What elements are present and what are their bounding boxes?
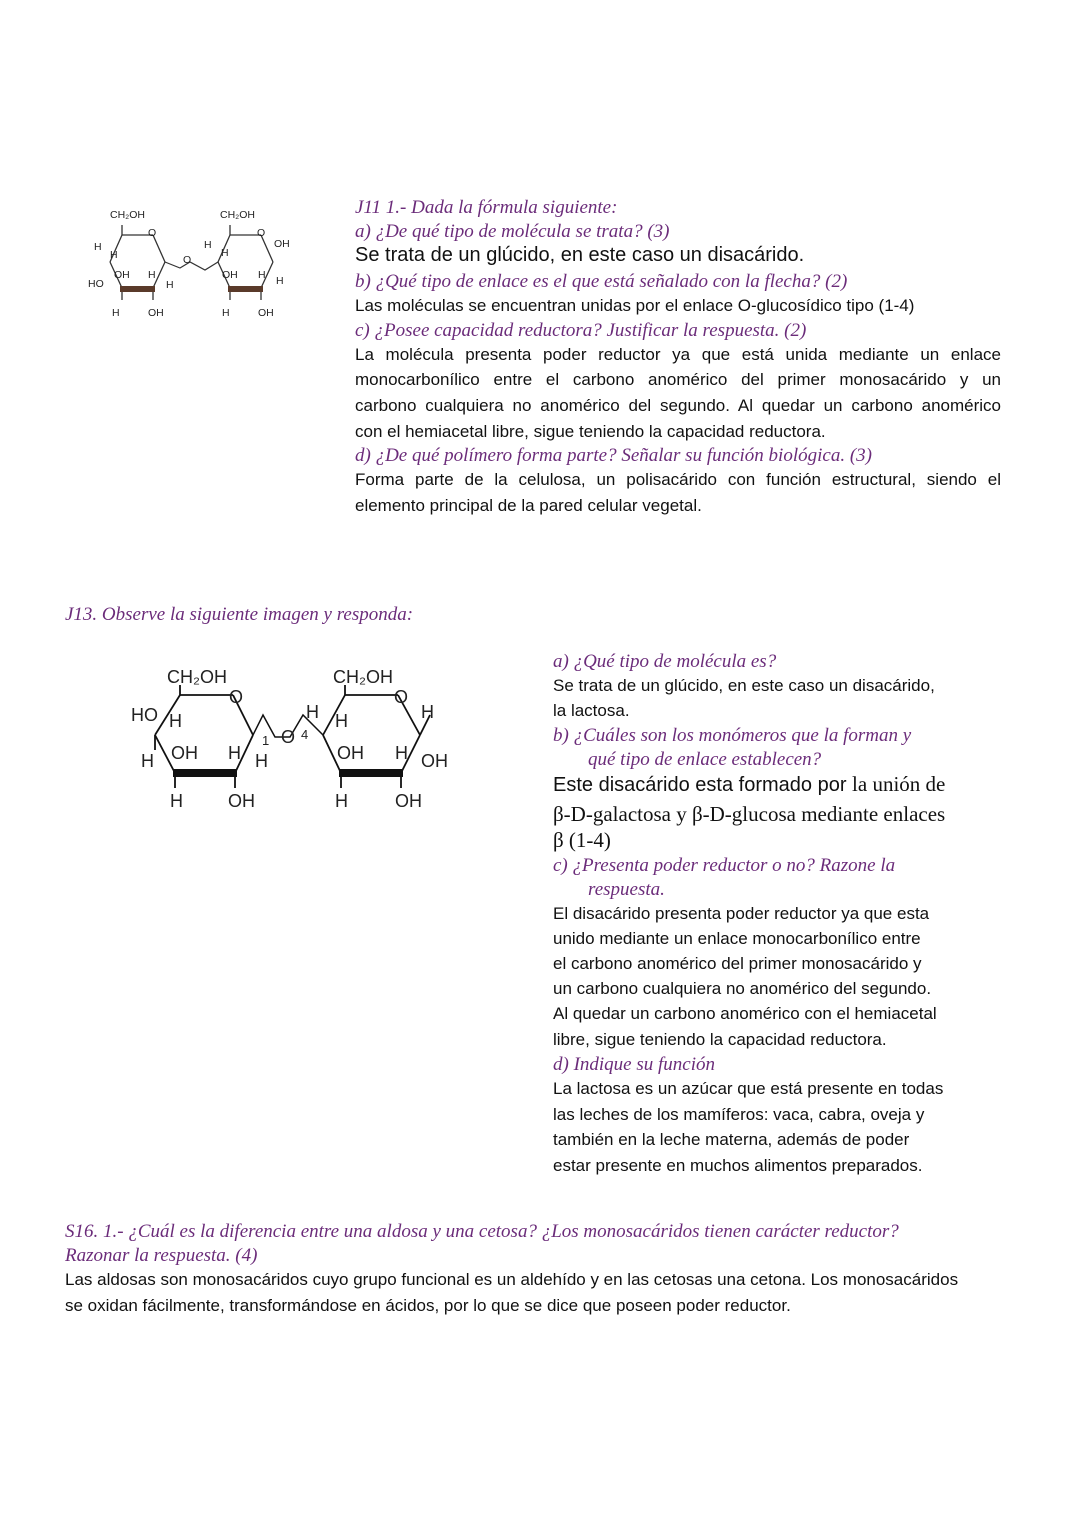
j13-link-o: O: [281, 727, 296, 747]
j11-h-1d: H: [166, 279, 174, 291]
j13-question-b-line2: qué tipo de enlace establecen?: [588, 749, 822, 770]
j13-ring-2-bold-edge: [339, 769, 403, 777]
j13-answer-b-line1-part2: la unión de: [852, 772, 946, 796]
j11-question-b: b) ¿Qué tipo de enlace es el que está señalado con la flecha? (2): [355, 271, 848, 292]
j13-title: J13. Observe la siguiente imagen y responda:: [65, 604, 414, 625]
j11-answer-d-line1: Forma parte de la celulosa, un polisacárido con función estructural, siendo el: [355, 470, 1001, 489]
j13-ring-o-1: O: [229, 687, 244, 707]
j11-question-c: c) ¿Posee capacidad reductora? Justificar la respuesta. (2): [355, 320, 807, 341]
j13-h-1c: H: [228, 743, 241, 763]
s16-answer-line1: Las aldosas son monosacáridos cuyo grupo funcional es un aldehído y en las cetosas una cetona. Los monosacáridos: [65, 1270, 959, 1289]
j11-answer-b: Las moléculas se encuentran unidas por el enlace O-glucosídico tipo (1-4): [355, 296, 915, 315]
j11-ch2oh-2: CH₂OH: [220, 209, 255, 221]
j13-ring-1-bold-edge: [173, 769, 237, 777]
j11-ch2oh-1: CH₂OH: [110, 209, 145, 221]
j11-ring-o-2: O: [257, 227, 266, 239]
j13-h-2e: H: [335, 791, 348, 811]
j13-answer-c-line2: unido mediante un enlace monocarbonílico entre: [553, 929, 921, 948]
j11-ring-2-bold-edge: [228, 286, 263, 292]
j13-oh-1b: OH: [228, 791, 255, 811]
j11-answer-a: Se trata de un glúcido, en este caso un disacárido.: [355, 244, 805, 266]
j11-h-2c: H: [258, 269, 266, 281]
j13-ho-1: HO: [131, 705, 158, 725]
j11-oh-1b: OH: [148, 307, 164, 319]
j11-glycosidic-link: [165, 262, 218, 270]
j11-h-2b: H: [221, 247, 229, 259]
j13-answer-a-line2: la lactosa.: [553, 701, 630, 720]
j11-answer-d-line2: elemento principal de la pared celular vegetal.: [355, 496, 702, 515]
j11-h-2a: H: [204, 239, 212, 251]
j11-h-1c: H: [148, 269, 156, 281]
j11-h-2e: H: [222, 307, 230, 319]
j13-question-d: d) Indique su función: [553, 1054, 716, 1075]
j13-carbon-4-label: 4: [301, 727, 309, 742]
j13-ring-o-2: O: [394, 687, 409, 707]
j13-answer-c-line3: el carbono anomérico del primer monosacárido y: [553, 954, 922, 973]
j11-title: J11 1.- Dada la fórmula siguiente:: [355, 197, 618, 218]
j11-oh-2b: OH: [258, 307, 274, 319]
j13-answer-c-line5: Al quedar un carbono anomérico con el hemiacetal: [553, 1004, 937, 1023]
j11-h-1e: H: [112, 307, 120, 319]
j11-answer-c-line2: monocarbonílico entre el carbono anomérico del primer monosacárido y un: [355, 370, 1001, 389]
j11-h-1a: H: [94, 241, 102, 253]
j13-answer-b-line3: β (1-4): [553, 828, 611, 852]
j11-answer-c-line1: La molécula presenta poder reductor ya que está unida mediante un enlace: [355, 345, 1001, 364]
j13-h-2b: H: [335, 711, 348, 731]
j13-question-b-line1: b) ¿Cuáles son los monómeros que la forman y: [553, 725, 912, 746]
j13-lactose-diagram: [125, 655, 455, 815]
j13-ch2oh-2: CH₂OH: [333, 667, 393, 687]
j13-oh-2c: OH: [395, 791, 422, 811]
j11-oh-1: OH: [114, 269, 130, 281]
j13-answer-c-line4: un carbono cualquiera no anomérico del segundo.: [553, 979, 932, 998]
j13-h-2c: H: [421, 702, 434, 722]
j11-question-d: d) ¿De qué polímero forma parte? Señalar su función biológica. (3): [355, 445, 872, 466]
j11-oh-2: OH: [222, 269, 238, 281]
s16-answer-line2: se oxidan fácilmente, transformándose en ácidos, por lo que se dice que poseen poder reductor.: [65, 1296, 791, 1315]
j11-disaccharide-diagram: [80, 200, 300, 325]
j13-ch2oh-1: CH₂OH: [167, 667, 227, 687]
j11-ring-o-1: O: [148, 227, 157, 239]
j13-question-c-line2: respuesta.: [588, 879, 665, 900]
j13-h-2d: H: [395, 743, 408, 763]
s16-question-line2: Razonar la respuesta. (4): [65, 1245, 258, 1266]
j11-answer-c-line3: carbono cualquiera no anomérico del segundo. Al quedar un carbono anomérico: [355, 396, 1001, 415]
j13-h-1e: H: [170, 791, 183, 811]
j13-answer-c-line6: libre, sigue teniendo la capacidad reductora.: [553, 1030, 887, 1049]
j13-answer-a-line1: Se trata de un glúcido, en este caso un disacárido,: [553, 676, 935, 695]
j11-h-1b: H: [110, 249, 118, 261]
j11-ring-1-bold-edge: [120, 286, 155, 292]
j13-answer-d-line4: estar presente en muchos alimentos preparados.: [553, 1156, 923, 1175]
j13-question-c-line1: c) ¿Presenta poder reductor o no? Razone la: [553, 855, 896, 876]
j11-answer-c-line4: con el hemiacetal libre, sigue teniendo la capacidad reductora.: [355, 422, 826, 441]
j13-answer-b-line1-part1: Este disacárido esta formado por: [553, 774, 853, 796]
j13-answer-c-line1: El disacárido presenta poder reductor ya que esta: [553, 904, 930, 923]
j11-link-o: O: [183, 254, 192, 266]
j13-answer-d-line1: La lactosa es un azúcar que está presente en todas: [553, 1079, 944, 1098]
j11-h-2d: H: [276, 275, 284, 287]
j13-question-a: a) ¿Qué tipo de molécula es?: [553, 651, 777, 672]
j13-answer-b-line1: [553, 772, 945, 797]
j11-oh-c1-2: OH: [274, 238, 290, 250]
j13-answer-d-line3: también en la leche materna, además de poder: [553, 1130, 910, 1149]
j11-ho-1: HO: [88, 278, 104, 290]
j13-oh-1: OH: [171, 743, 198, 763]
j13-h-1b: H: [141, 751, 154, 771]
s16-question-line1: S16. 1.- ¿Cuál es la diferencia entre una aldosa y una cetosa? ¿Los monosacáridos tienen carácter reductor?: [65, 1221, 899, 1242]
j11-question-a: a) ¿De qué tipo de molécula se trata? (3): [355, 221, 670, 242]
j13-oh-2b: OH: [421, 751, 448, 771]
j13-answer-d-line2: las leches de los mamíferos: vaca, cabra, oveja y: [553, 1105, 925, 1124]
j13-answer-b-line2: β-D-galactosa y β-D-glucosa mediante enlaces: [553, 802, 946, 826]
j13-oh-2: OH: [337, 743, 364, 763]
j13-carbon-1-label: 1: [262, 733, 270, 748]
j13-h-1d: H: [255, 751, 268, 771]
j13-h-1a: H: [169, 711, 182, 731]
j13-h-2a: H: [306, 702, 319, 722]
